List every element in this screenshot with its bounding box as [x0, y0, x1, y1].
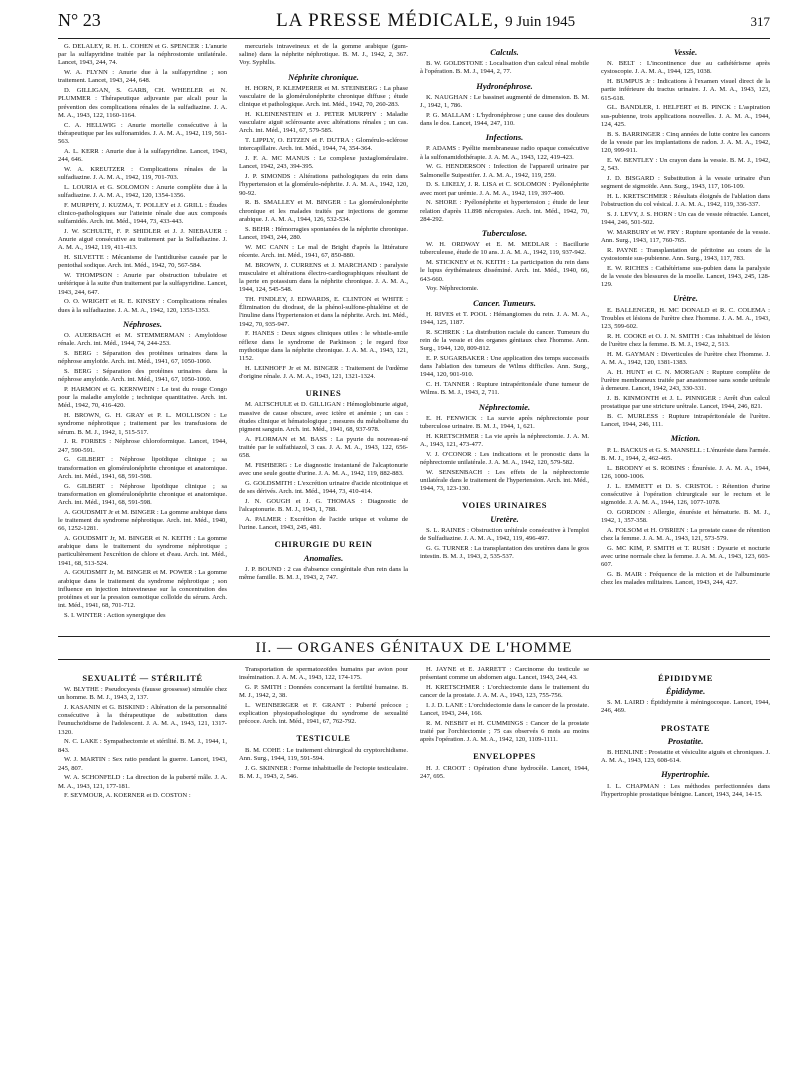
section-title-genital-organs: II. — ORGANES GÉNITAUX DE L'HOMME — [58, 636, 770, 660]
reference-entry: N. BELT : L'incontinence due au cathétérisme après cystoscopie. J. A. M. A., 1944, 125, 1038. — [601, 60, 770, 76]
reference-entry: I. J. D. LANE : L'orchidectomie dans le cancer de la prostate. Lancet, 1943, 244, 166. — [420, 701, 589, 718]
section-heading: SEXUALITÉ — STÉRILITÉ — [82, 672, 203, 683]
reference-entry: H. BROWN, G. H. GRAY et P. L. MOLLISON : Le syndrome néphrotique ; traitement par les transfusions de sérum. B. M. J., 1942, 1, 515-517. — [58, 412, 227, 436]
col4-entries3 — [601, 447, 770, 588]
reference-entry: J. P. BOUND : 2 cas d'absence congénitale d'un rein dans la même famille. B. M. J., 1943, 2, 747. — [239, 565, 408, 582]
reference-entry: W. MARBURY et W. FRY : Rupture spontanée de la vessie. Ann. Surg., 1943, 117, 760-765. — [601, 228, 770, 245]
reference-entry: H. J. CROOT : Opération d'une hydrocèle. Lancet, 1944, 247, 695. — [420, 764, 589, 780]
reference-entry: L. LOURIA et G. SOLOMON : Anurie complète due à la sulfadiazine. J. A. M. A., 1942, 120, 1354-1356. — [58, 183, 227, 200]
col3-entries4 — [420, 241, 589, 293]
section-heading: Prostatite. — [667, 735, 704, 746]
column-4 — [601, 43, 770, 622]
reference-entry: S. BEHR : Hémorragies spontanées de la néphrite chronique. Lancet, 1943, 244, 280. — [239, 225, 408, 241]
reference-entry: S. J. LEVY, J. S. HORN : Un cas de vessie rétractée. Lancet, 1944, 246, 501-502. — [601, 210, 770, 227]
reference-entry: E. H. FENWICK : La survie après néphrectomie pour tuberculose urinaire. B. M. J., 1944, 1, 621. — [420, 414, 589, 431]
reference-entry: J. D. BISGARD : Substitution à la vessie urinaire d'un segment de sigmoïde. Ann. Surg., 1943, 117, 106-109. — [601, 174, 770, 191]
section-heading: Néphrectomie. — [478, 401, 531, 412]
page-header — [58, 10, 770, 36]
reference-entry: D. S. LIKELY, J. R. LISA et C. SOLOMON : Pyélonéphrite avec mort par urémie. J. A. M. A., 1942, 119, 397-400. — [420, 181, 589, 197]
col4-entries2 — [601, 307, 770, 430]
reference-entry: H. KRETSCHMER : La vie après la néphrectomie. J. A. M. A., 1943, 121, 473-477. — [420, 432, 589, 449]
reference-entry: TH. FINDLEY, J. EDWARDS, E. CLINTON et WHITE : Élimination du diodrast, de la phénol-sulfone-phtaléine et de l'inuline dans l'hypertension et dans la néphrite. Arch. int. Méd., 1942, 70, 935-947. — [239, 296, 408, 328]
reference-entry: E. W. BENTLEY : Un crayon dans la vessie. B. M. J., 1942, 2, 543. — [601, 156, 770, 173]
section-heading: Cancer. Tumeurs. — [473, 297, 536, 308]
bottom-column-4 — [601, 666, 770, 802]
section-heading: PROSTATE — [660, 722, 711, 733]
b3-entries2 — [420, 765, 589, 781]
section-heading: Hydronéphrose. — [476, 80, 533, 91]
reference-entry: N. SHORE : Pyélonéphrite et hypertension ; étude de leur relation d'après 11.898 nécropsies. Arch. int. Méd., 1942, 70, 284-292. — [420, 199, 589, 223]
issue-date: 9 Juin 1945 — [505, 14, 576, 30]
column-1 — [58, 43, 227, 622]
col3-entries5 — [420, 311, 589, 398]
top-columns — [58, 43, 770, 622]
reference-entry: H. RIVES et T. POOL : Hémangiomes du rein. J. A. M. A., 1944, 125, 1187. — [420, 310, 589, 327]
section-heading: Hypertrophie. — [661, 769, 710, 780]
section-heading: Épididyme. — [665, 686, 706, 697]
reference-entry: B. C. MURLESS : Rupture intrapéritonéale de l'urètre. Lancet, 1944, 246, 111. — [601, 413, 770, 429]
reference-entry: R. SCHREK : La distribution raciale du cancer. Tumeurs du rein de la vessie et des organes génitaux chez l'homme. Ann. Surg., 1944, 120, 809-812. — [420, 328, 589, 353]
reference-entry: J. KASANIN et G. BISKIND : Altération de la personnalité consécutive à la thérapeutique de substitution dans l'eunuchoïdisme de l'adolescent. J. A. M. A., 1943, 121, 1317-1320. — [58, 704, 227, 736]
reference-entry: W. THOMPSON : Anurie par obstruction tubulaire et urétérique à la suite d'un traitement par la sulfapyridine. Lancet, 1943, 244, 647. — [58, 272, 227, 296]
reference-entry: G. GOLDSMITH : L'excrétion urinaire d'acide nicotinique et de ses dérivés. Arch. int. Méd., 1944, 73, 410-414. — [239, 480, 408, 496]
reference-entry: H. LEINHOFF Jr et M. BINGER : Traitement de l'œdème d'origine rénale. J. A. M. A., 1943, 121, 1321-1324. — [239, 364, 408, 381]
reference-entry: H. BUMPUS Jr : Indications à l'examen visuel direct de la partie inférieure du tractus urinaire. J. A. M. A., 1943, 123, 615-618. — [601, 78, 770, 102]
section-heading: VOIES URINAIRES — [461, 500, 548, 511]
reference-entry: P. HARMON et G. KERNWEIN : Le test du rouge Congo pour la maladie amyloïde ; technique quantitative. Arch. int. Méd., 1942, 70, 416-420. — [58, 386, 227, 410]
page-number: 317 — [750, 14, 770, 29]
reference-entry: M. STICKNEY et N. KEITH : La participation du rein dans le lupus érythémateux disséminé. Arch. int. Méd., 1940, 66, 643-660. — [420, 259, 589, 283]
col3-entries7 — [420, 527, 589, 561]
reference-entry: O. AUERBACH et M. STEMMERMAN : Amyloïdose rénale. Arch. int. Méd., 1944, 74, 244-253. — [58, 332, 227, 348]
col3-entries6 — [420, 415, 589, 494]
reference-entry: I. L. CHAPMAN : Les méthodes perfectionnées dans l'hypertrophie prostatique bénigne. Lancet, 1943, 244, 14-15. — [601, 782, 770, 798]
reference-entry: H. L. KRETSCHMER : Résultats éloignés de l'ablation dans l'obstruction du col vésical. J. A. M. A., 1942, 119, 336-337. — [601, 192, 770, 209]
reference-entry: J. L. EMMETT et D. S. CRISTOL : Rétention d'urine consécutive à l'opération chirurgicale sur le rectum et le sigmoïde. J. A. M. A., 1944, 126, 1077-1078. — [601, 482, 770, 507]
column-3 — [420, 43, 589, 622]
reference-entry: W. J. MARTIN : Sex ratio pendant la guerre. Lancet, 1943, 245, 807. — [58, 756, 227, 772]
b2-entries — [239, 666, 408, 727]
reference-entry: W. MC CANN : Le mal de Bright d'après la littérature récente. Arch. int. Méd., 1941, 67, 850-880. — [239, 243, 408, 259]
b4-entries2 — [601, 749, 770, 765]
journal-name: LA PRESSE MÉDICALE, — [276, 10, 500, 31]
reference-entry: P. ADAMS : Pyélite membraneuse radio opaque consécutive à la sulfonamidothérapie. J. A. M. A., 1943, 122, 419-423. — [420, 145, 589, 161]
reference-entry: W. A. SCHONFELD : La direction de la puberté mâle. J. A. M. A., 1943, 121, 177-181. — [58, 774, 227, 790]
reference-entry: A. GOUDSMIT Jr, M. BINGER et N. KEITH : La gomme arabique dans le traitement du syndrome néphrotique ; particulièrement l'excrétion de chlore et d'eau. Arch. int. Méd., 1941, 68, 513-524. — [58, 535, 227, 567]
bottom-column-3 — [420, 666, 589, 802]
reference-entry: A. GOUDSMIT Jr, M. BINGER et M. POWER : La gomme arabique dans le traitement du syndrome néphrotique ; son influence en injection intraveineuse sur la concentration des protéines et sur la pression osmotique colloïde du sérum. Arch. int. Méd., 1941, 68, 701-712. — [58, 569, 227, 610]
reference-entry: H. KRETSCHMER : L'orchiectomie dans le traitement du cancer de la prostate. J. A. M. A., 1943, 123, 755-756. — [420, 683, 589, 700]
section-heading: Anomalies. — [303, 552, 344, 563]
col2-entries2 — [239, 401, 408, 532]
reference-entry: A. GOUDSMIT Jr et M. BINGER : La gomme arabique dans le traitement du syndrome néphrotique. Arch. int. Méd., 1940, 66, 1252-1281. — [58, 508, 227, 533]
col2-entries — [239, 85, 408, 381]
reference-entry: E. BALLENGER, H. MC DONALD et R. C. COLEMA : Troubles et lésions de l'urètre chez l'homme. J. A. M. A., 1943, 123, 599-602. — [601, 306, 770, 331]
reference-entry: B. S. BARRINGER : Cinq années de lutte contre les cancers de la vessie par les implantations de radon. J. A. M. A., 1942, 120, 999-911. — [601, 130, 770, 155]
reference-entry: R. PAYNE : Transplantation de péritoine au cours de la cystostomie sus-pubienne. Ann. Surg., 1943, 117, 783. — [601, 246, 770, 263]
section-heading: Infections. — [485, 132, 524, 143]
reference-entry: E. P. SUGARBAKER : Une application des temps successifs dans l'ablation des tumeurs de Wilms difficiles. Ann. Surg., 1944, 120, 901-910. — [420, 355, 589, 379]
reference-entry: S. BERG : Séparation des protéines urinaires dans la néphrose amyloïde. Arch. int. Méd., 1941, 67, 1050-1060. — [58, 368, 227, 384]
reference-entry: P. L. BACKUS et G. S. MANSELL : L'énurésie dans l'armée. B. M. J., 1944, 2, 462-465. — [601, 446, 770, 462]
header-rule — [58, 38, 770, 39]
reference-entry: O. O. WRIGHT et R. E. KINSEY : Complications rénales dues à la sulfadiazine. J. A. M. A., 1942, 120, 1353-1353. — [58, 298, 227, 314]
col3-entries — [420, 60, 589, 76]
section-heading: ÉPIDIDYME — [658, 672, 713, 683]
b2-entries2 — [239, 747, 408, 781]
section-heading: ENVELOPPES — [473, 751, 536, 762]
reference-entry: K. NAUGHAN : Le bassinet augmenté de dimension. B. M. J., 1942, 1, 786. — [420, 93, 589, 110]
section-heading: TESTICULE — [296, 733, 351, 744]
bottom-column-2 — [239, 666, 408, 802]
col1-intro — [58, 43, 227, 315]
reference-entry: J. G. SKINNER : Forme inhabituelle de l'ectopie testiculaire. B. M. J., 1943, 2, 546. — [239, 764, 408, 780]
col2-intro — [239, 43, 408, 68]
reference-entry: B. HENLINE : Prostatite et vésiculite aiguës et chroniques. J. A. M. A., 1943, 123, 608-614. — [601, 749, 770, 765]
reference-entry: R. M. NESBIT et H. CUMMINGS : Cancer de la prostate traité par l'orchiectomie ; 75 cas observés 6 mois au moins après l'opération. J. A. M. A., 1942, 120, 1109-1111. — [420, 719, 589, 744]
reference-entry: Transportation de spermatozoïdes humains par avion pour insémination. J. A. M. A., 1943, 122, 174-175. — [239, 665, 408, 682]
reference-entry: W. A. FLYNN : Anurie due à la sulfapyridine ; son traitement. Lancet, 1943, 244, 648. — [58, 69, 227, 85]
reference-entry: A. FLORMAN et M. BASS : La pyurie du nouveau-né traitée par le sulfathiazol, 3 cas. J. A. M. A., 1943, 122, 656-658. — [239, 435, 408, 460]
reference-entry: F. MURPHY, J. KUZMA, T. POLLEY et J. GRILL : Études clinico-pathologiques sur l'atteinte rénale due aux composés sulfamidés. Arch. int. Méd., 1944, 73, 433-443. — [58, 201, 227, 226]
reference-entry: E. W. RICHES : Cathétérisme sus-pubien dans la paralysie de la vessie des blessures de la moelle. Lancet, 1943, 245, 128-129. — [601, 264, 770, 289]
reference-entry: G. P. SMITH : Données concernant la fertilité humaine. B. M. J., 1942, 2, 38. — [239, 683, 408, 700]
col4-entries — [601, 60, 770, 289]
col2-entries3 — [239, 566, 408, 582]
reference-entry: R. B. SMALLEY et M. BINGER : La glomérulonéphrite chronique et les malades traités par injections de gomme arabique. J. A. M. A., 1944, 126, 532-534. — [239, 199, 408, 223]
column-2 — [239, 43, 408, 622]
reference-entry: W. G. HENDERSON : Infection de l'appareil urinaire par Salmonelle Suipestifer. J. A. M. A., 1942, 119, 259. — [420, 163, 589, 179]
section-heading: Tuberculose. — [481, 228, 528, 239]
reference-entry: G. GILBERT : Néphrose lipoïdique clinique ; sa transformation en glomérulonéphrite chronique et anatomique. Arch. int. Méd., 1941, 68, 591-598. — [58, 482, 227, 507]
issue-number: N° 23 — [58, 10, 101, 30]
reference-entry: A. PALMER : Excrétion de l'acide urique et volume de l'urine. Lancet, 1943, 245, 481. — [239, 516, 408, 532]
reference-entry: H. JAYNE et E. JARRETT : Carcinome du testicule se présentant comme un abdomen aigu. Lancet, 1943, 244, 43. — [420, 665, 589, 682]
reference-entry: W. A. KREUTZER : Complications rénales de la sulfadiazine. J. A. M. A., 1942, 119, 701-703. — [58, 165, 227, 182]
reference-entry: F. SEYMOUR, A. KOERNER et D. COSTON : — [64, 792, 191, 800]
section-heading: Néphrite chronique. — [288, 71, 359, 82]
section-heading: CHIRURGIE DU REIN — [274, 539, 373, 550]
reference-entry: GL. BANDLER, I. HELFERT et B. PINCK : L'aspiration sus-pubienne, trois applications nouvelles. J. A. M. A., 1944, 124, 425. — [601, 104, 770, 128]
reference-entry: J. P. SIMONDS : Altérations pathologiques du rein dans l'hypertension et la glomérulo-néphrite. J. A. M. A., 1942, 120, 90-92. — [239, 173, 408, 197]
reference-entry: B. M. COHE : Le traitement chirurgical du cryptorchidisme. Ann. Surg., 1944, 119, 591-594. — [239, 746, 408, 762]
b4-entries3 — [601, 783, 770, 799]
reference-entry: L. WEINBERGER et F. GRANT : Puberté précoce ; explication physiopathologique du syndrome de sexualité précoce. Arch. int. Méd., 1941, 67, 762-792. — [239, 701, 408, 726]
reference-entry: M. FISHBERG : Le diagnostic instantané de l'alcaptonurie avec une seule goutte d'urine. J. A. M. A., 1942, 119, 882-883. — [239, 462, 408, 478]
reference-entry: L. BRODNY et S. ROBINS : Énurésie. J. A. M. A., 1944, 126, 1000-1006. — [601, 464, 770, 480]
reference-entry: H. KLEINENSTEIN et J. PETER MURPHY : Maladie vasculaire aiguë sclérosante avec altérations rénales ; un cas. Arch. int. Méd., 1941, 67, 579-585. — [239, 111, 408, 135]
reference-entry: G. DELALEY, R. H. L. COHEN et G. SPENCER : L'anurie par la sulfapyridine traitée par la néphrostomie unilatérale. Lancet, 1943, 244, 74. — [58, 43, 227, 67]
reference-entry: W. H. ORDWAY et E. M. MEDLAR : Bacillurie tuberculeuse, étude de 10 ans. J. A. M. A., 1942, 119, 937-942. — [420, 241, 589, 257]
reference-entry: W. SENSENBACH : Les effets de la néphrectomie unilatérale dans le traitement de l'hypertension. Arch. int. Méd., 1944, 73, 123-130. — [420, 468, 589, 493]
reference-entry: H. M. GAYMAN : Diverticules de l'urètre chez l'homme. J. A. M. A., 1942, 120, 1381-1383. — [601, 350, 770, 367]
reference-entry: M. BROWN, J. CURRENS et J. MARCHAND : paralysie musculaire et altérations électro-cardiographiques résultant de la perte en potassium dans la néphrite chronique. J. A. M. A., 1944, 124, 545-548. — [239, 261, 408, 294]
b1-entries — [58, 686, 227, 801]
col1-entries — [58, 332, 227, 620]
section-heading: Calculs. — [490, 47, 519, 57]
reference-entry: A. H. HUNT et C. N. MORGAN : Rupture complète de l'urètre membraneux traitée par anastomose sans sonde urétrale à demeure. Lancet, 1942, 243, 330-331. — [601, 368, 770, 393]
section-heading: Néphroses. — [123, 318, 162, 329]
reference-entry: G. G. TURNER : La transplantation des uretères dans le gros intestin. B. M. J., 1943, 2, 535-537. — [420, 544, 589, 561]
reference-entry: V. J. O'CONOR : Les indications et le pronostic dans la néphrectomie unilatérale. J. A. M. A., 1942, 120, 579-582. — [420, 450, 589, 467]
section-heading: Uretère. — [490, 513, 519, 524]
b3-entries — [420, 666, 589, 745]
section-heading: URINES — [305, 388, 342, 399]
reference-entry: G. GILBERT : Néphrose lipoïdique clinique ; sa transformation en glomérulonéphrite chronique et anatomique. Arch. int. Méd., 1941, 68, 591-598. — [58, 456, 227, 480]
reference-entry: N. C. LAKE : Sympathectomie et stérilité. B. M. J., 1944, 1, 843. — [58, 738, 227, 754]
reference-entry: mercuriels intraveineux et de la gomme arabique (gum-saline) dans la néphrite néphrotique. B. M. J., 1942, 2, 367. Voy. Syphilis. — [239, 43, 408, 67]
b4-entries — [601, 699, 770, 715]
reference-entry: J. W. SCHULTE, F. P. SHIDLER et J. J. NIEBAUER : Anurie aiguë consécutive au traitement par la Sulfadiazine. J. A. M. A., 1942, 119, 411-413. — [58, 228, 227, 252]
reference-entry: C. A. HELLWIG : Anurie mortelle consécutive à la thérapeutique par les sulfonamides. J. A. M. A., 1942, 119, 561-563. — [58, 121, 227, 146]
bottom-column-1 — [58, 666, 227, 802]
col3-entries3 — [420, 145, 589, 224]
reference-entry: G. B. MAIR : Fréquence de la miction et de l'albuminurie chez les malades militaires. Lancet, 1943, 244, 427. — [601, 571, 770, 587]
section-heading: Urètre. — [673, 293, 698, 304]
reference-entry: S. M. LAIRD : Épididymite à méningocoque. Lancet, 1944, 246, 469. — [601, 699, 770, 715]
reference-entry: O. GORDON : Allergie, énurésie et hématurie. B. M. J., 1942, 1, 357-358. — [601, 508, 770, 525]
reference-entry: R. H. COOKE et O. J. N. SMITH : Cas inhabituel de lésion de l'urètre chez la femme. B. M. J., 1942, 2, 513. — [601, 332, 770, 349]
reference-entry: W. BLYTHE : Pseudocyesis (fausse grossesse) simulée chez un homme. B. M. J., 1943, 2, 137. — [58, 686, 227, 702]
reference-entry: A. FOLSOM et H. O'BRIEN : La prostate cause de rétention chez la femme. J. A. M. A., 1943, 121, 573-579. — [601, 526, 770, 543]
journal-title — [276, 10, 575, 32]
reference-entry: J. B. KINMONTH et J. L. PINNIGER : Arrêt d'un calcul prostatique par une stricture urétrale. Lancet, 1944, 246, 821. — [601, 395, 770, 411]
reference-entry: B. W. GOLDSTONE : Localisation d'un calcul rénal mobile à l'opération. B. M. J., 1944, 2, 77. — [420, 60, 589, 76]
col3-entries2 — [420, 94, 589, 128]
reference-entry: G. MC KIM, P. SMITH et T. RUSH : Dysurie et nocturie avec urine normale chez la femme. J. A. M. A., 1943, 123, 603-607. — [601, 544, 770, 569]
reference-entry: A. L. KERR : Anurie due à la sulfapyridine. Lancet, 1943, 244, 646. — [58, 147, 227, 164]
reference-entry: P. G. MALLAM : L'hydronéphrose ; une cause des douleurs dans le dos. Lancet, 1944, 247, 110. — [420, 111, 589, 128]
reference-entry: S. I. WINTER : Action synergique des — [64, 612, 166, 620]
reference-entry: J. R. FORBES : Néphrose chloroformique. Lancet, 1944, 247, 590-591. — [58, 438, 227, 454]
bottom-columns — [58, 666, 770, 802]
section-heading: Miction. — [670, 433, 701, 444]
reference-entry: D. GILLIGAN, S. GARB, CH. WHEELER et N. PLUMMER : Thérapeutique adjuvante par alcali pour la prévention des complications rénales de la sulfadiazine. J. A. M. A., 1943, 122, 1160-1164. — [58, 87, 227, 119]
reference-entry: J. F. A. MC MANUS : Le complexe juxtaglomérulaire. Lancet, 1942, 243, 394-395. — [239, 155, 408, 171]
section-heading: Vessie. — [673, 47, 698, 57]
reference-entry: J. N. GOUGH et J. G. THOMAS : Diagnostic de l'alcaptonurie. B. M. J., 1943, 1, 788. — [239, 498, 408, 514]
reference-entry: H. HORN, P. KLEMPERER et M. STEINBERG : La phase vasculaire de la glomérulonéphrite chronique diffuse ; étude clinique et pathologique. Arch. int. Méd., 1942, 70, 260-283. — [239, 84, 408, 109]
reference-entry: C. H. TANNER : Rupture intrapéritonéale d'une tumeur de Wilms. B. M. J., 1943, 2, 711. — [420, 381, 589, 397]
reference-entry: Voy. Néphrectomie. — [426, 285, 479, 293]
reference-entry: H. SILVETTE : Mécanisme de l'antidiurèse causée par le pentothal sodique. Arch. int. Méd., 1942, 70, 567-584. — [58, 254, 227, 270]
reference-entry: T. LIPPLY, O. EITZEN et F. DUTRA : Glomérulo-sclérose intercapillaire. Arch. int. Méd., 1944, 74, 354-364. — [239, 137, 408, 153]
reference-entry: F. HANES : Deux signes cliniques utiles : le whistle-smile réflexe dans le syndrome de Parkinson ; le regard fixe mythotique dans la néphrite chronique. J. A. M. A., 1943, 121, 1152. — [239, 330, 408, 363]
reference-entry: S. BERG : Séparation des protéines urinaires dans la néphrose amyloïde. Arch. int. Méd., 1941, 67, 1050-1060. — [58, 350, 227, 366]
reference-entry: M. ALTSCHULE et D. GILLIGAN : Hémoglobinurie aiguë, massive de cause obscure, avec ictère et anémie ; un cas : études clinique et hématologique ; mesures du métabolisme du pigment sanguin. Arch. int. Méd., 1941, 68, 937-978. — [239, 401, 408, 434]
reference-entry: S. L. RAINES : Obstruction urétérale consécutive à l'emploi de Sulfadiazine. J. A. M. A., 1942, 119, 496-497. — [420, 526, 589, 543]
